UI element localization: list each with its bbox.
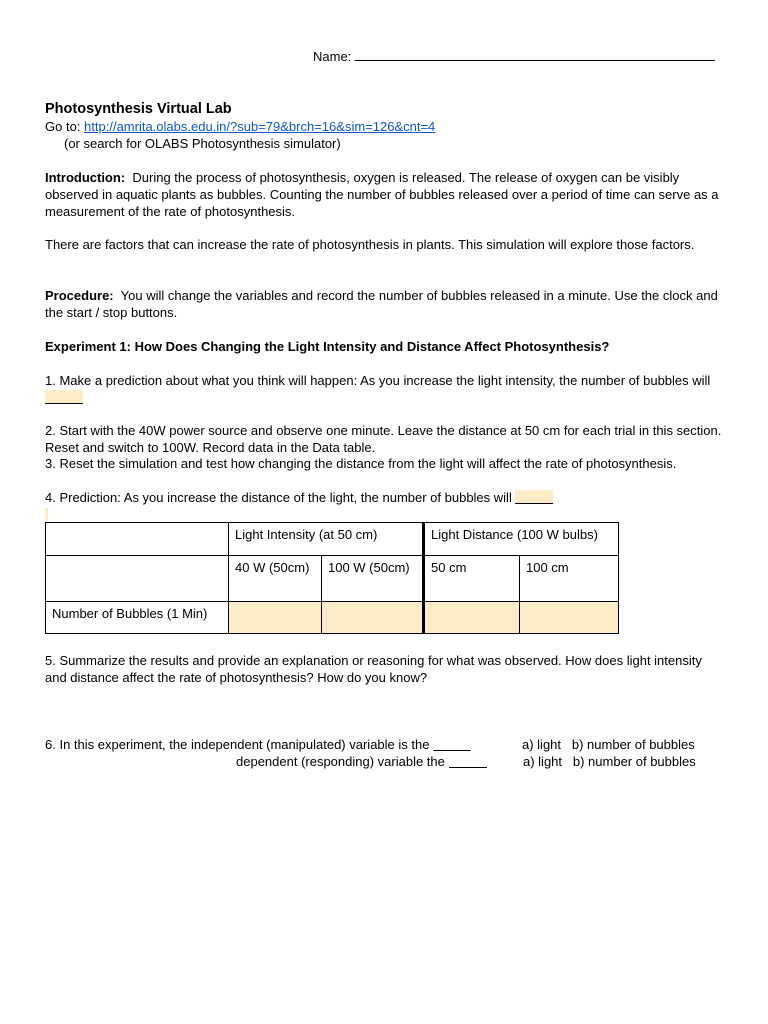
introduction-label: Introduction: bbox=[45, 170, 126, 185]
goto-alt: (or search for OLABS Photosynthesis simulator) bbox=[64, 136, 341, 151]
table-header-40w: 40 W (50cm) bbox=[229, 556, 322, 602]
table-row bbox=[46, 556, 619, 602]
answer-cell-40w[interactable] bbox=[229, 602, 322, 634]
name-label: Name: bbox=[313, 49, 352, 64]
table-row-label: Number of Bubbles (1 Min) bbox=[46, 602, 229, 634]
name-blank[interactable] bbox=[355, 60, 715, 61]
cursor-marker bbox=[45, 508, 48, 520]
question-5: 5. Summarize the results and provide an explanation or reasoning for what was observed. How does light intensity and distance affect the rate of photosynthesis? How do you know? bbox=[45, 653, 702, 685]
introduction-paragraph bbox=[45, 169, 725, 220]
option-a[interactable]: a) light bbox=[523, 754, 563, 769]
answer-cell-100cm[interactable] bbox=[520, 602, 619, 634]
data-table bbox=[45, 522, 619, 634]
question-6-options-2 bbox=[523, 753, 696, 770]
table-header-light-distance: Light Distance (100 W bulbs) bbox=[424, 523, 619, 556]
answer-cell-100w[interactable] bbox=[322, 602, 424, 634]
question-6-text: 6. In this experiment, the independent (manipulated) variable is the bbox=[45, 737, 430, 752]
procedure-label: Procedure: bbox=[45, 288, 114, 303]
question-2: 2. Start with the 40W power source and observe one minute. Leave the distance at 50 cm for each trial in this section. Reset and switch to 100W. Record data in the Data table. bbox=[45, 423, 722, 455]
option-b[interactable]: b) number of bubbles bbox=[571, 737, 695, 752]
question-3: 3. Reset the simulation and test how changing the distance from the light will affect the rate of photosynthesis. bbox=[45, 456, 677, 471]
question-6-line-1 bbox=[45, 736, 471, 753]
question-1-answer-blank[interactable] bbox=[45, 390, 83, 404]
introduction-text: During the process of photosynthesis, oxygen is released. The release of oxygen can be visibly observed in aquatic plants as bubbles. Counting the number of bubbles released over a period of time can serve as a measurement of the rate of photosynthesis. bbox=[45, 170, 719, 219]
table-cell-empty bbox=[46, 556, 229, 602]
question-4 bbox=[45, 489, 553, 506]
answer-cell-50cm[interactable] bbox=[424, 602, 520, 634]
question-4-answer-blank[interactable] bbox=[515, 490, 553, 504]
question-1 bbox=[45, 372, 725, 406]
option-b[interactable]: b) number of bubbles bbox=[572, 754, 696, 769]
table-header-100w: 100 W (50cm) bbox=[322, 556, 424, 602]
factors-paragraph: There are factors that can increase the rate of photosynthesis in plants. This simulation will explore those factors. bbox=[45, 237, 695, 252]
option-a[interactable]: a) light bbox=[522, 737, 562, 752]
question-6-line-2 bbox=[236, 753, 487, 770]
table-row bbox=[46, 602, 619, 634]
table-row bbox=[46, 523, 619, 556]
question-6-options-1 bbox=[522, 736, 695, 753]
table-header-50cm: 50 cm bbox=[424, 556, 520, 602]
dependent-variable-blank[interactable] bbox=[449, 754, 487, 768]
procedure-paragraph bbox=[45, 287, 725, 321]
page-title: Photosynthesis Virtual Lab bbox=[45, 101, 232, 117]
simulator-link[interactable]: http://amrita.olabs.edu.in/?sub=79&brch=16&sim=126&cnt=4 bbox=[84, 119, 436, 134]
experiment-heading: Experiment 1: How Does Changing the Light Intensity and Distance Affect Photosynthesis? bbox=[45, 339, 610, 354]
question-4-text: 4. Prediction: As you increase the distance of the light, the number of bubbles will bbox=[45, 490, 512, 505]
question-6-dependent-text: dependent (responding) variable the bbox=[236, 754, 445, 769]
procedure-text: You will change the variables and record the number of bubbles released in a minute. Use the clock and the start / stop buttons. bbox=[45, 288, 718, 320]
goto-line bbox=[45, 118, 435, 135]
question-1-text: 1. Make a prediction about what you think will happen: As you increase the light intensity, the number of bubbles will bbox=[45, 373, 711, 388]
table-header-100cm: 100 cm bbox=[520, 556, 619, 602]
name-field bbox=[313, 48, 715, 65]
goto-label: Go to: bbox=[45, 119, 81, 134]
table-cell-empty bbox=[46, 523, 229, 556]
independent-variable-blank[interactable] bbox=[433, 737, 471, 751]
table-header-light-intensity: Light Intensity (at 50 cm) bbox=[229, 523, 424, 556]
